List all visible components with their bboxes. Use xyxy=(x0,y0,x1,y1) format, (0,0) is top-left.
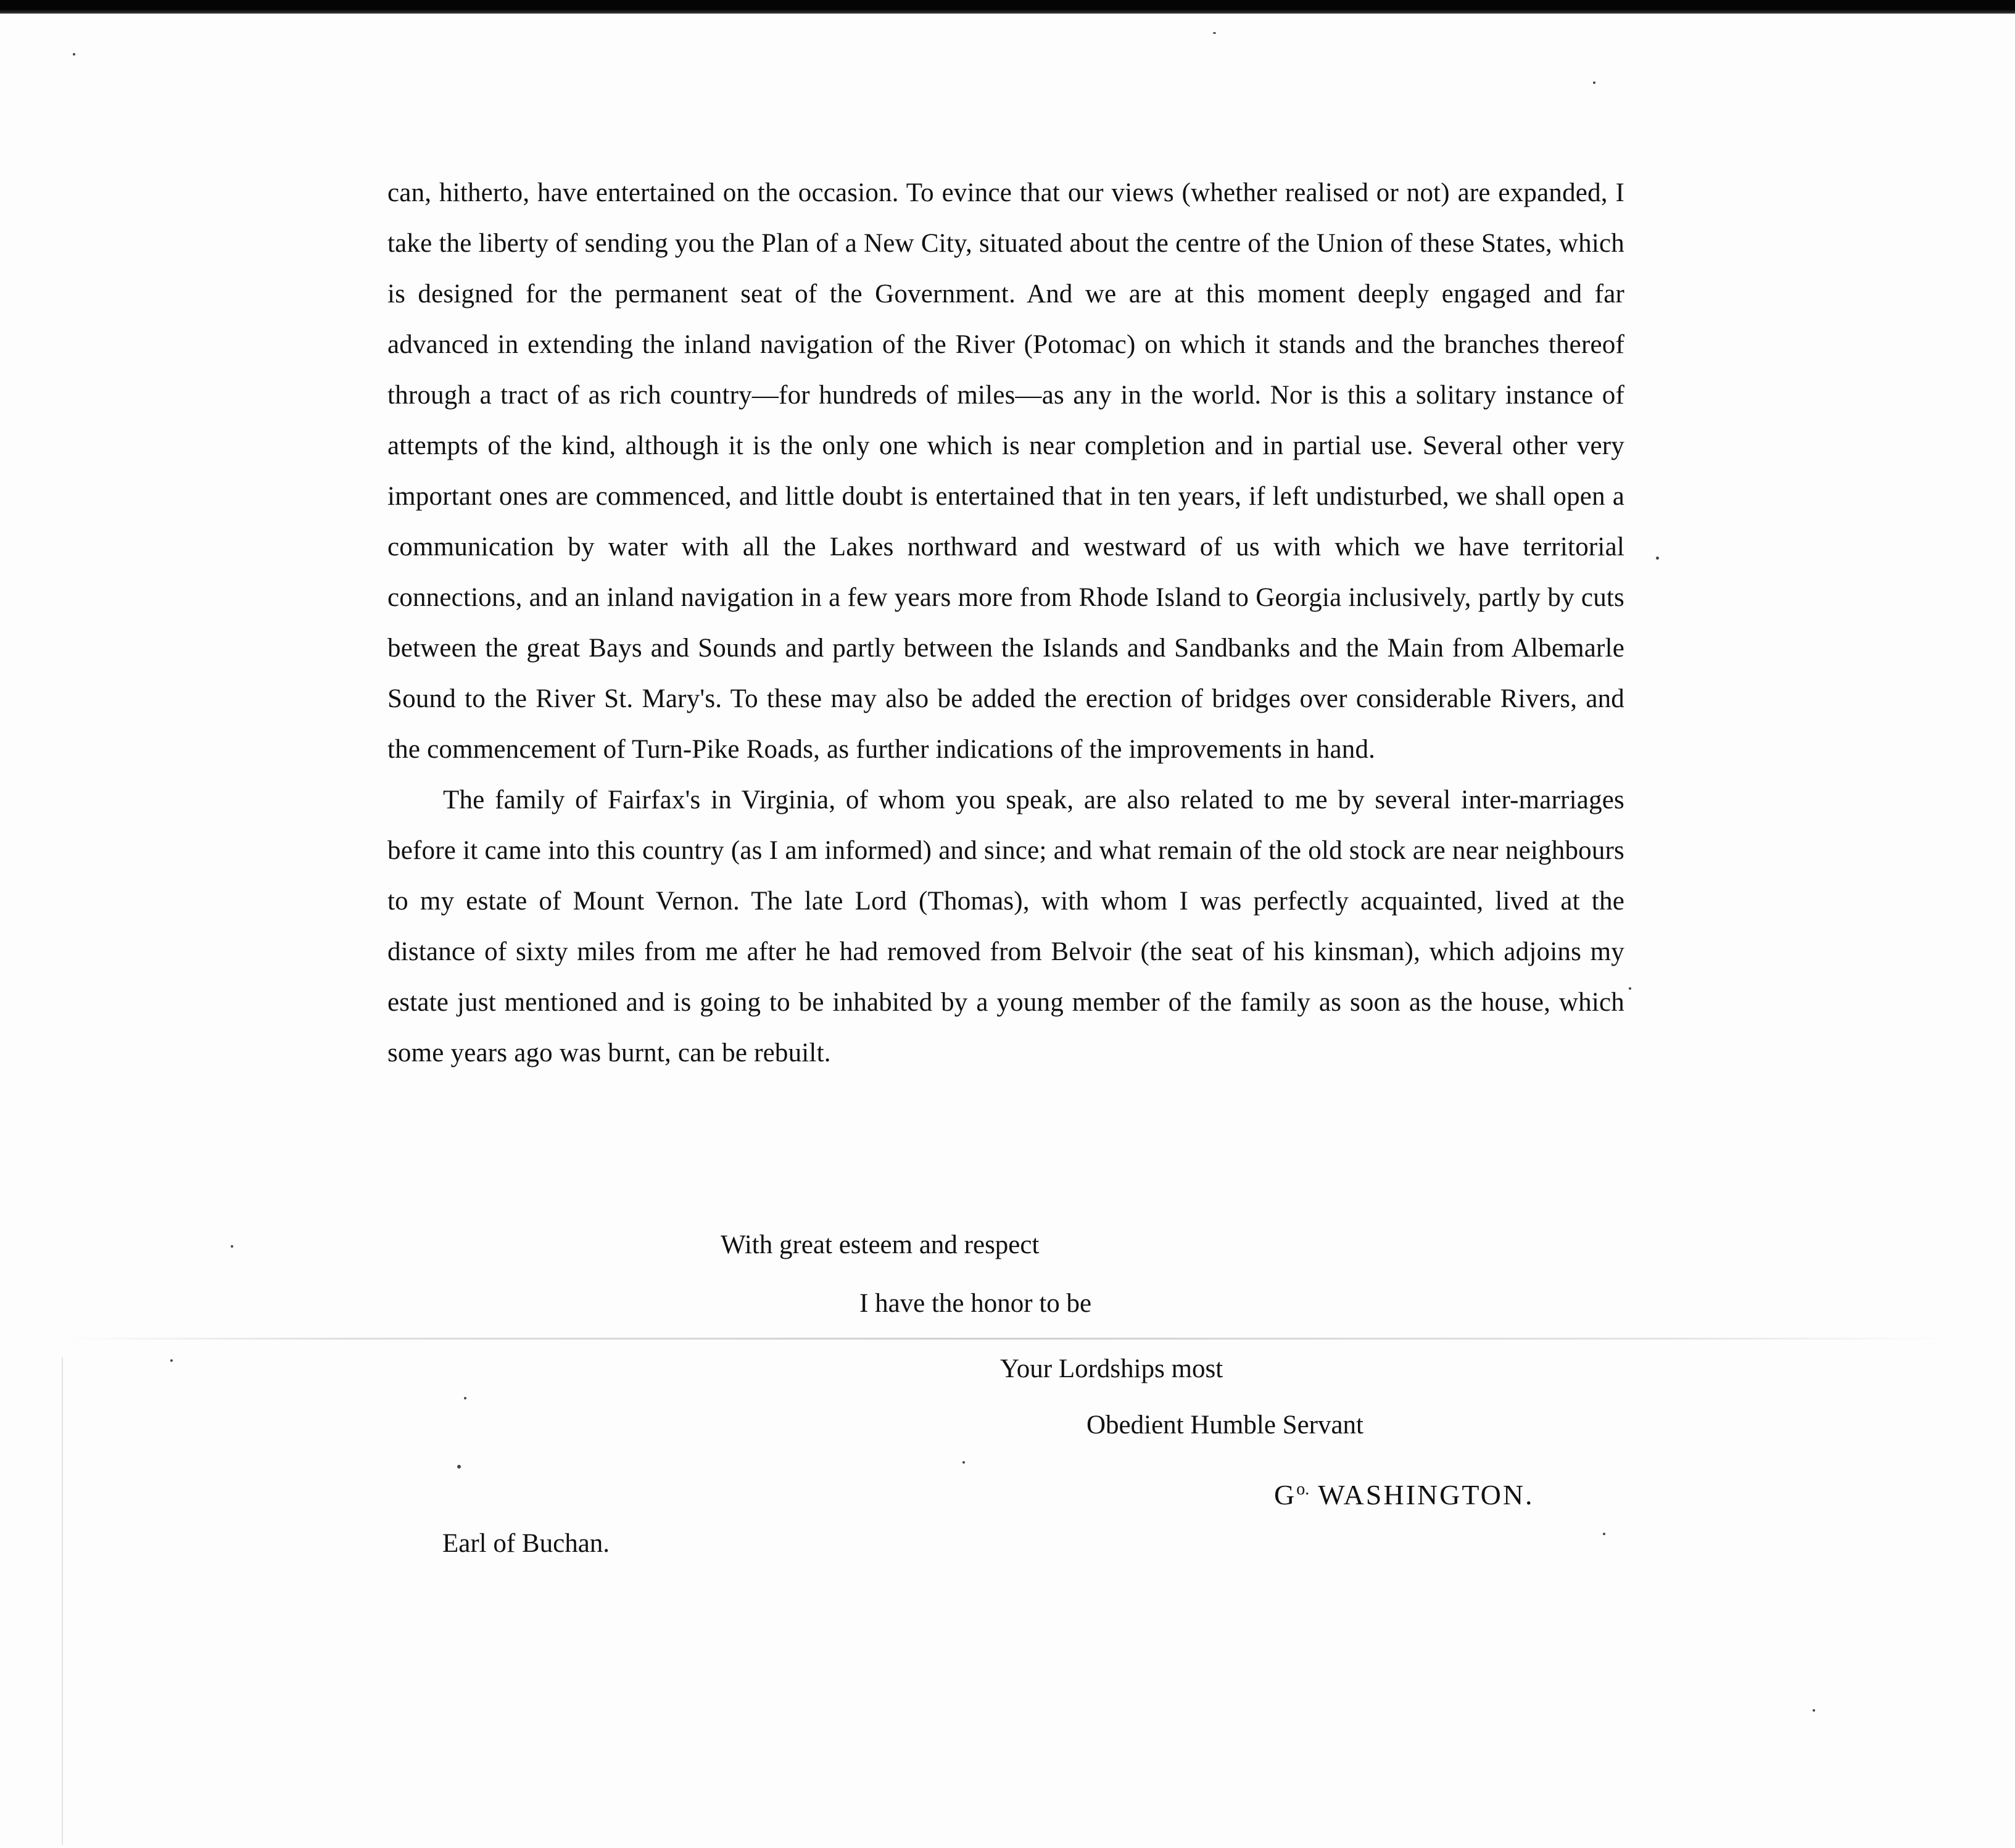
addressee: Earl of Buchan. xyxy=(442,1529,610,1558)
dust-speck xyxy=(1656,557,1659,560)
signature-superscript: o. xyxy=(1296,1480,1310,1499)
dust-speck xyxy=(1629,987,1631,990)
letter-paragraph-1: can, hitherto, have entertained on the occasion. To evince that our views (whether realised or not) are expanded, I take the liberty of sending you the Plan of a New City, situated about the centre of the Union of these States, which is designed for the permanent seat of the Government. And we are at this moment deeply engaged and far advanced in extending the inland navigation of the River (Potomac) on which it stands and the branches thereof through a tract of as rich country—for hundreds of miles—as any in the world. Nor is this a solitary instance of attempts of the kind, although it is the only one which is near completion and in partial use. Several other very important ones are commenced, and little doubt is entertained that in ten years, if left undisturbed, we shall open a communication by water with all the Lakes northward and westward of us with which we have territorial connections, and an inland navigation in a few years more from Rhode Island to Georgia inclusively, partly by cuts between the great Bays and Sounds and partly between the Islands and Sandbanks and the Main from Albemarle Sound to the River St. Mary's. To these may also be added the erection of bridges over considerable Rivers, and the commencement of Turn-Pike Roads, as further indications of the improvements in hand. xyxy=(387,178,1624,764)
closing-line-2: I have the honor to be xyxy=(859,1289,1092,1318)
closing-line-1: With great esteem and respect xyxy=(721,1230,1040,1259)
paper-fold-line xyxy=(62,1338,1950,1340)
dust-speck xyxy=(1813,1709,1815,1712)
dust-speck xyxy=(464,1397,466,1399)
dust-speck xyxy=(231,1245,233,1248)
closing-line-4: Obedient Humble Servant xyxy=(1086,1411,1364,1440)
dust-speck xyxy=(73,53,75,56)
signature-name: WASHINGTON. xyxy=(1318,1479,1534,1510)
dust-speck xyxy=(1593,81,1595,84)
dust-speck xyxy=(1603,1533,1605,1535)
signature-prefix: G xyxy=(1274,1479,1297,1510)
dust-speck xyxy=(170,1359,173,1362)
dust-speck xyxy=(962,1461,965,1464)
closing-line-3: Your Lordships most xyxy=(1000,1354,1223,1383)
scan-top-edge xyxy=(0,0,2015,14)
dust-speck xyxy=(457,1465,461,1469)
letter-body xyxy=(387,168,1624,1079)
paper-left-edge xyxy=(62,1357,63,1845)
signature xyxy=(1274,1470,1534,1515)
dust-speck xyxy=(1213,32,1216,34)
letter-paragraph-2: The family of Fairfax's in Virginia, of whom you speak, are also related to me by several inter-marriages before it came into this country (as I am informed) and since; and what remain of the old stock are near neighbours to my estate of Mount Vernon. The late Lord (Thomas), with whom I was perfectly acquainted, lived at the distance of sixty miles from me after he had removed from Belvoir (the seat of his kinsman), which adjoins my estate just mentioned and is going to be inhabited by a young member of the family as soon as the house, which some years ago was burnt, can be rebuilt. xyxy=(387,785,1624,1067)
